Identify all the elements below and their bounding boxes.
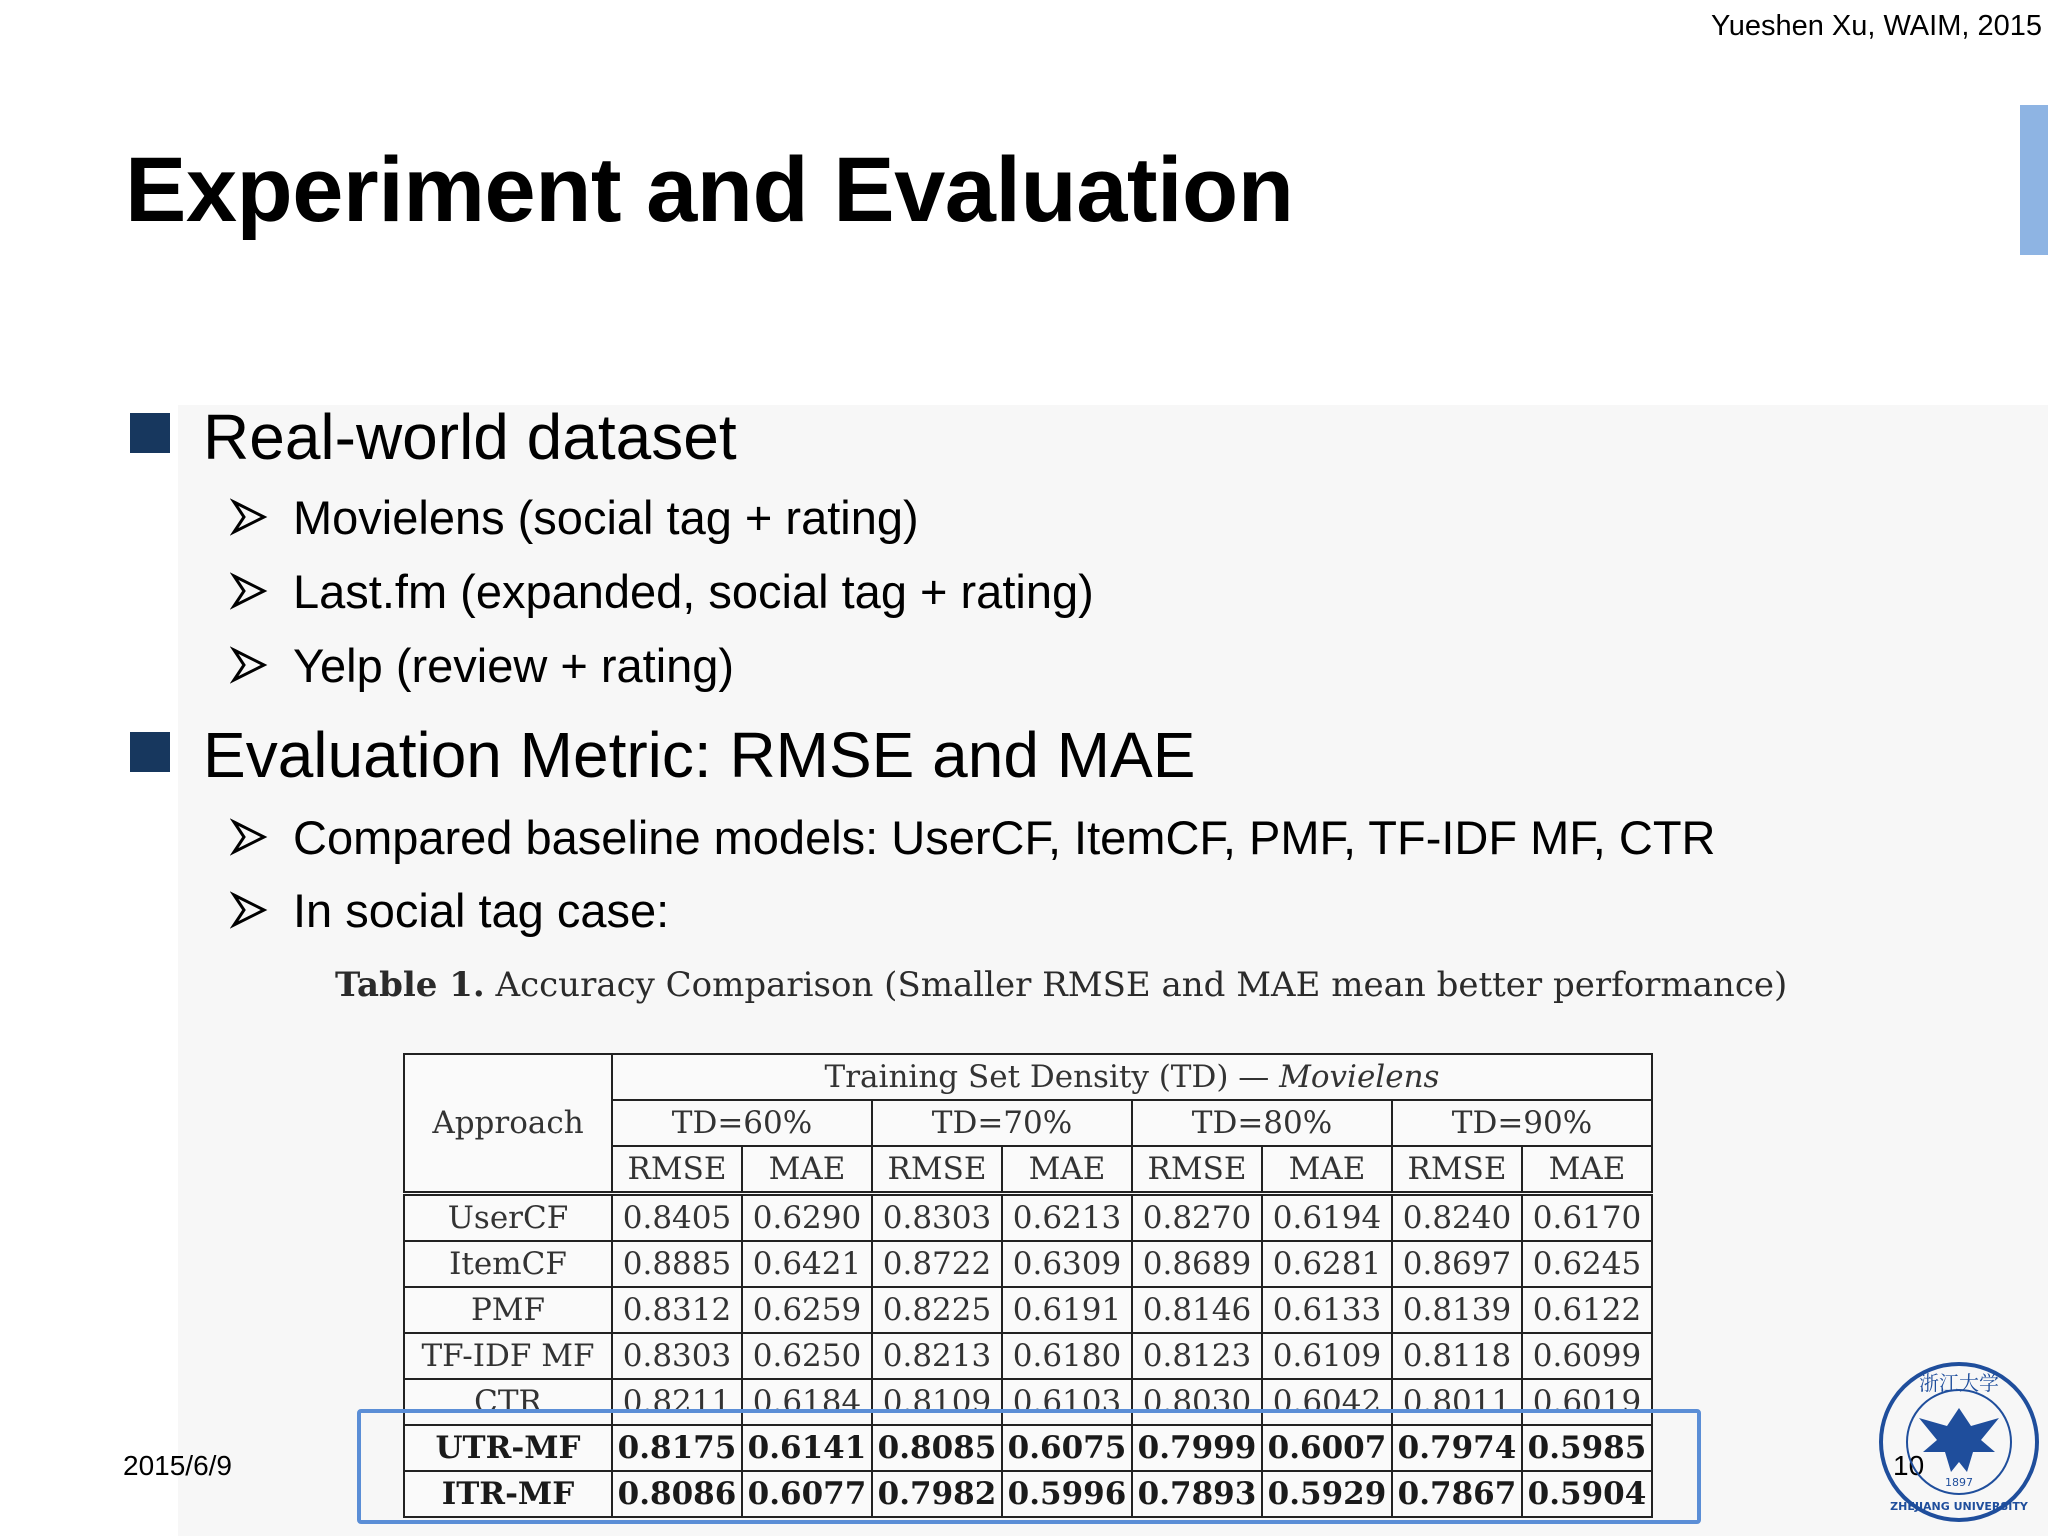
value-cell: 0.8303 (612, 1333, 742, 1379)
arrow-bullet-icon (230, 638, 270, 692)
arrow-bullet-icon (230, 883, 270, 937)
approach-cell: ITR-MF (404, 1471, 612, 1517)
metric-header: RMSE (1132, 1146, 1262, 1194)
value-cell: 0.8689 (1132, 1241, 1262, 1287)
table-caption (335, 965, 1787, 1005)
svg-text:浙江大学: 浙江大学 (1919, 1371, 1999, 1395)
sub-bullet-text: Yelp (review + rating) (293, 639, 735, 692)
arrow-bullet-icon (230, 810, 270, 864)
value-cell: 0.7867 (1392, 1471, 1522, 1517)
zhejiang-university-logo (1877, 1360, 2042, 1525)
caption-text: Accuracy Comparison (Smaller RMSE and MAE mean better performance) (495, 965, 1788, 1005)
value-cell: 0.8109 (872, 1379, 1002, 1425)
square-bullet-icon (130, 413, 170, 453)
value-cell: 0.8213 (872, 1333, 1002, 1379)
value-cell: 0.5904 (1522, 1471, 1652, 1517)
value-cell: 0.8086 (612, 1471, 742, 1517)
approach-cell: ItemCF (404, 1241, 612, 1287)
value-cell: 0.6290 (742, 1194, 872, 1242)
sub-bullet-text: Movielens (social tag + rating) (293, 491, 919, 544)
value-cell: 0.6141 (742, 1425, 872, 1471)
metric-header: RMSE (872, 1146, 1002, 1194)
value-cell: 0.6109 (1262, 1333, 1392, 1379)
page-number: 10 (1893, 1450, 1925, 1481)
value-cell: 0.8240 (1392, 1194, 1522, 1242)
approach-cell: UTR-MF (404, 1425, 612, 1471)
table-row (404, 1333, 1652, 1379)
slide-date: 2015/6/9 (123, 1450, 232, 1481)
value-cell: 0.8030 (1132, 1379, 1262, 1425)
approach-cell: TF-IDF MF (404, 1333, 612, 1379)
value-cell: 0.5929 (1262, 1471, 1392, 1517)
value-cell: 0.7893 (1132, 1471, 1262, 1517)
table-row (404, 1287, 1652, 1333)
value-cell: 0.8405 (612, 1194, 742, 1242)
group-header: TD=60% (612, 1100, 872, 1146)
value-cell: 0.6103 (1002, 1379, 1132, 1425)
approach-cell: PMF (404, 1287, 612, 1333)
metric-header: RMSE (612, 1146, 742, 1194)
highlight-box (357, 1409, 1701, 1524)
metric-header: MAE (1262, 1146, 1392, 1194)
value-cell: 0.5985 (1522, 1425, 1652, 1471)
bullet-text: Evaluation Metric: RMSE and MAE (203, 719, 1196, 791)
square-bullet-icon (130, 732, 170, 772)
value-cell: 0.8139 (1392, 1287, 1522, 1333)
value-cell: 0.6133 (1262, 1287, 1392, 1333)
arrow-bullet-icon (230, 490, 270, 544)
table-row (404, 1194, 1652, 1242)
caption-label: Table 1. (335, 965, 485, 1005)
approach-cell: UserCF (404, 1194, 612, 1242)
metric-header: MAE (1522, 1146, 1652, 1194)
accent-bar (2020, 105, 2048, 255)
value-cell: 0.8225 (872, 1287, 1002, 1333)
value-cell: 0.7982 (872, 1471, 1002, 1517)
approach-header: Approach (404, 1054, 612, 1194)
table-row (404, 1241, 1652, 1287)
value-cell: 0.7999 (1132, 1425, 1262, 1471)
group-header: TD=70% (872, 1100, 1132, 1146)
sub-bullet-text: Last.fm (expanded, social tag + rating) (293, 565, 1094, 618)
value-cell: 0.6184 (742, 1379, 872, 1425)
value-cell: 0.8303 (872, 1194, 1002, 1242)
value-cell: 0.7974 (1392, 1425, 1522, 1471)
bullet-text: Real-world dataset (203, 401, 737, 473)
value-cell: 0.6122 (1522, 1287, 1652, 1333)
value-cell: 0.8085 (872, 1425, 1002, 1471)
value-cell: 0.6042 (1262, 1379, 1392, 1425)
sub-bullet-text: In social tag case: (293, 884, 670, 937)
value-cell: 0.6019 (1522, 1379, 1652, 1425)
value-cell: 0.6309 (1002, 1241, 1132, 1287)
value-cell: 0.8175 (612, 1425, 742, 1471)
value-cell: 0.8118 (1392, 1333, 1522, 1379)
table-main-header (612, 1054, 1652, 1100)
author-credit: Yueshen Xu, WAIM, 2015 (1710, 10, 2042, 42)
value-cell: 0.6421 (742, 1241, 872, 1287)
metric-header: MAE (742, 1146, 872, 1194)
value-cell: 0.6099 (1522, 1333, 1652, 1379)
arrow-bullet-icon (230, 564, 270, 618)
value-cell: 0.6213 (1002, 1194, 1132, 1242)
value-cell: 0.8011 (1392, 1379, 1522, 1425)
header-main-text: Training Set Density (TD) — (824, 1059, 1270, 1095)
approach-cell: CTR (404, 1379, 612, 1425)
svg-text:ZHEJIANG UNIVERSITY: ZHEJIANG UNIVERSITY (1890, 1500, 2028, 1513)
value-cell: 0.8312 (612, 1287, 742, 1333)
value-cell: 0.6245 (1522, 1241, 1652, 1287)
value-cell: 0.6180 (1002, 1333, 1132, 1379)
value-cell: 0.5996 (1002, 1471, 1132, 1517)
value-cell: 0.6281 (1262, 1241, 1392, 1287)
slide-title: Experiment and Evaluation (125, 139, 1294, 241)
group-header: TD=80% (1132, 1100, 1392, 1146)
value-cell: 0.8885 (612, 1241, 742, 1287)
svg-text:1897: 1897 (1945, 1476, 1973, 1489)
value-cell: 0.6259 (742, 1287, 872, 1333)
value-cell: 0.8697 (1392, 1241, 1522, 1287)
value-cell: 0.6250 (742, 1333, 872, 1379)
value-cell: 0.6077 (742, 1471, 872, 1517)
dataset-name: Movielens (1279, 1059, 1440, 1095)
value-cell: 0.6194 (1262, 1194, 1392, 1242)
value-cell: 0.8123 (1132, 1333, 1262, 1379)
value-cell: 0.8146 (1132, 1287, 1262, 1333)
metric-header: RMSE (1392, 1146, 1522, 1194)
value-cell: 0.6007 (1262, 1425, 1392, 1471)
value-cell: 0.8722 (872, 1241, 1002, 1287)
value-cell: 0.6075 (1002, 1425, 1132, 1471)
value-cell: 0.6191 (1002, 1287, 1132, 1333)
group-header: TD=90% (1392, 1100, 1652, 1146)
sub-bullet-text: Compared baseline models: UserCF, ItemCF, PMF, TF-IDF MF, CTR (293, 811, 1716, 864)
value-cell: 0.8270 (1132, 1194, 1262, 1242)
value-cell: 0.8211 (612, 1379, 742, 1425)
value-cell: 0.6170 (1522, 1194, 1652, 1242)
metric-header: MAE (1002, 1146, 1132, 1194)
